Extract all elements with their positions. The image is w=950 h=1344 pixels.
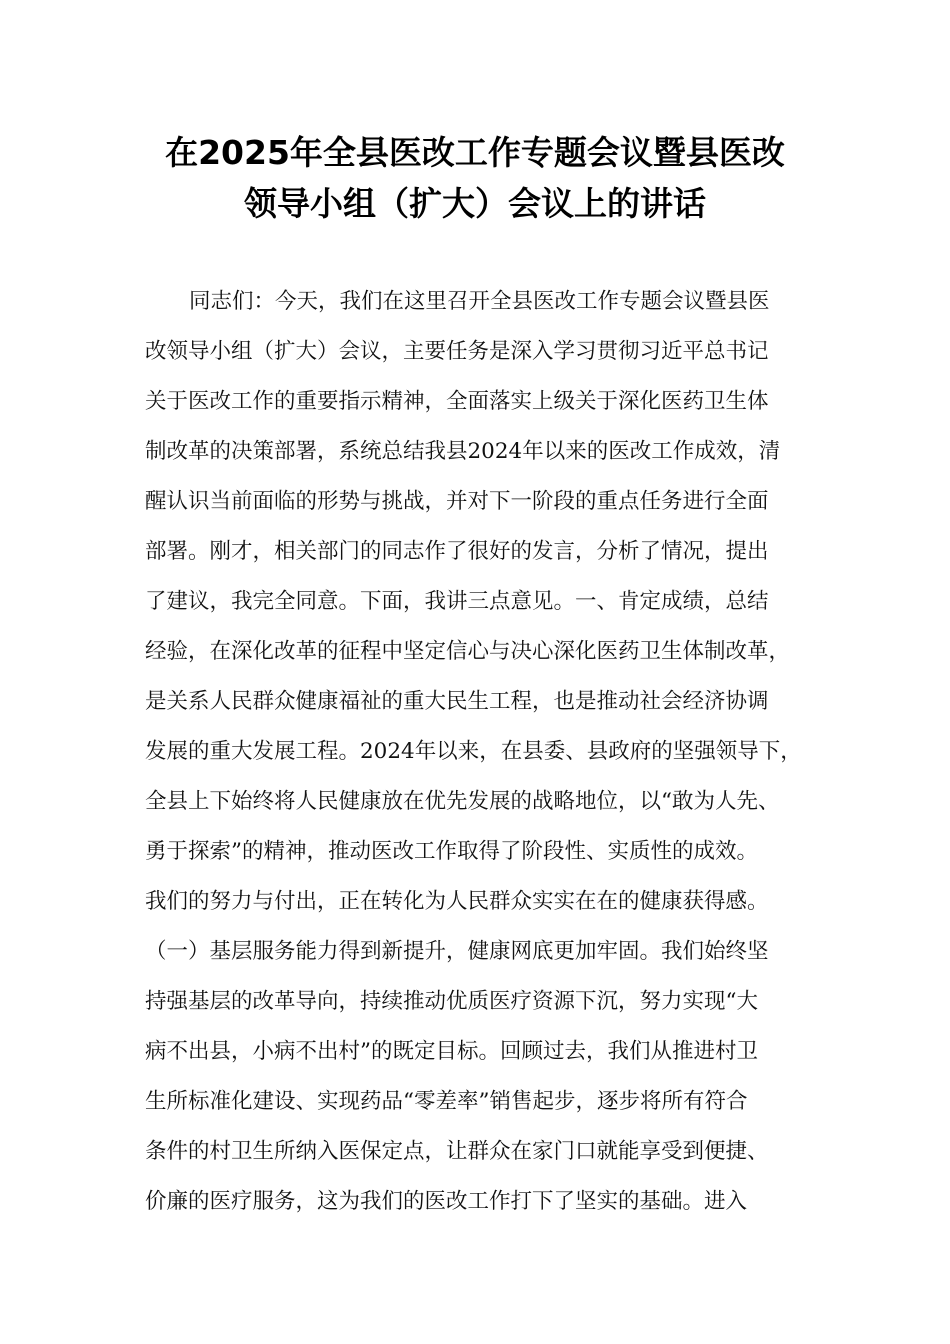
body-line: 经验，在深化改革的征程中坚定信心与决心深化医药卫生体制改革， <box>145 639 791 664</box>
body-line: 病不出县，小病不出村”的既定目标。回顾过去，我们从推进村卫 <box>145 1039 758 1064</box>
body-line: （一）基层服务能力得到新提升，健康网底更加牢固。我们始终坚 <box>145 939 769 964</box>
body-line: 关于医改工作的重要指示精神，全面落实上级关于深化医药卫生体 <box>145 389 769 414</box>
body-line: 制改革的决策部署，系统总结我县2024年以来的医改工作成效，清 <box>145 439 781 464</box>
body-line: 持强基层的改革导向，持续推动优质医疗资源下沉，努力实现“大 <box>145 989 758 1014</box>
document-title-line-1: 在2025年全县医改工作专题会议暨县医改 <box>165 133 785 172</box>
body-line: 价廉的医疗服务，这为我们的医改工作打下了坚实的基础。进入 <box>145 1189 748 1214</box>
body-line: 部署。刚才，相关部门的同志作了很好的发言，分析了情况，提出 <box>145 539 769 564</box>
body-line: 改领导小组（扩大）会议，主要任务是深入学习贯彻习近平总书记 <box>145 339 769 364</box>
body-line: 醒认识当前面临的形势与挑战，并对下一阶段的重点任务进行全面 <box>145 489 769 514</box>
body-line: 生所标准化建设、实现药品“零差率”销售起步，逐步将所有符合 <box>145 1089 748 1114</box>
document-title-line-2: 领导小组（扩大）会议上的讲话 <box>244 184 706 223</box>
body-line: 条件的村卫生所纳入医保定点，让群众在家门口就能享受到便捷、 <box>145 1139 769 1164</box>
body-line: 是关系人民群众健康福祉的重大民生工程，也是推动社会经济协调 <box>145 689 769 714</box>
body-line: 同志们：今天，我们在这里召开全县医改工作专题会议暨县医 <box>189 289 770 314</box>
body-line: 勇于探索”的精神，推动医改工作取得了阶段性、实质性的成效。 <box>145 839 758 864</box>
body-line: 我们的努力与付出，正在转化为人民群众实实在在的健康获得感。 <box>145 889 769 914</box>
body-line: 了建议，我完全同意。下面，我讲三点意见。一、肯定成绩，总结 <box>145 589 769 614</box>
body-line: 发展的重大发展工程。2024年以来，在县委、县政府的坚强领导下， <box>145 739 802 764</box>
body-line: 全县上下始终将人民健康放在优先发展的战略地位，以“敢为人先、 <box>145 789 780 814</box>
